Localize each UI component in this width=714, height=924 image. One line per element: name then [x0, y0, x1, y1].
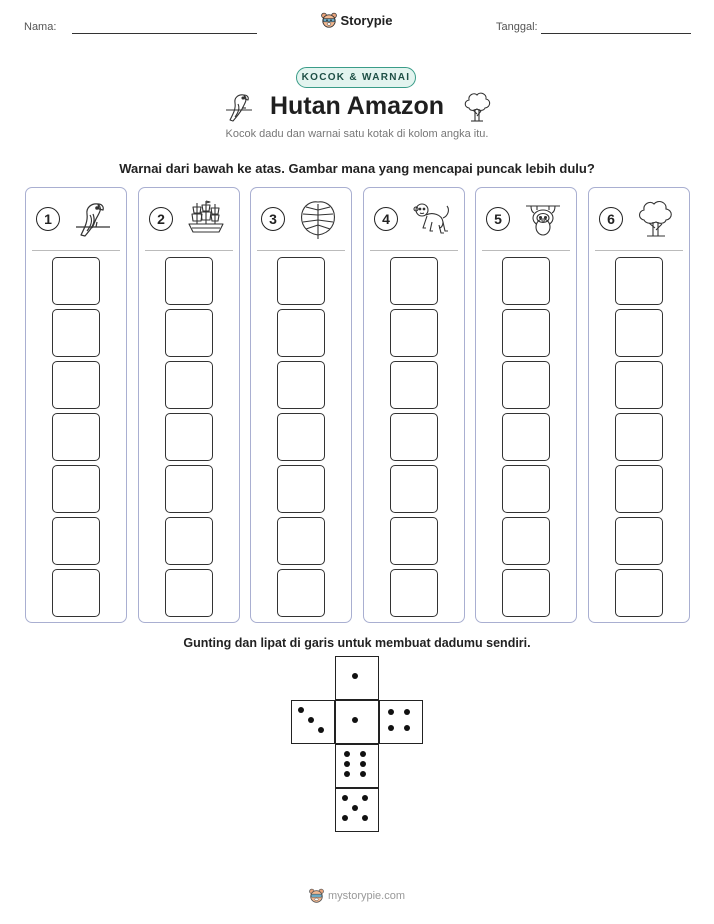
color-box[interactable]: [390, 465, 438, 513]
color-box[interactable]: [615, 413, 663, 461]
color-box[interactable]: [165, 257, 213, 305]
die-face-3: [291, 700, 335, 744]
color-box[interactable]: [502, 569, 550, 617]
color-box[interactable]: [615, 465, 663, 513]
color-box[interactable]: [165, 517, 213, 565]
color-box[interactable]: [615, 309, 663, 357]
color-box[interactable]: [390, 257, 438, 305]
die-face-1: [335, 656, 379, 700]
color-box[interactable]: [52, 361, 100, 409]
race-column-1: [25, 187, 127, 623]
tree-icon: [635, 198, 677, 240]
color-box[interactable]: [277, 309, 325, 357]
column-divider: [257, 250, 345, 251]
column-divider: [595, 250, 683, 251]
color-box[interactable]: [615, 517, 663, 565]
sloth-icon: [522, 198, 564, 240]
die-face-1: [335, 700, 379, 744]
color-box[interactable]: [52, 465, 100, 513]
color-box[interactable]: [502, 257, 550, 305]
column-number: 5: [486, 207, 510, 231]
color-box[interactable]: [277, 465, 325, 513]
race-column-4: [363, 187, 465, 623]
color-box[interactable]: [390, 413, 438, 461]
column-number: 6: [599, 207, 623, 231]
date-label: Tanggal:: [496, 21, 538, 33]
color-box[interactable]: [165, 361, 213, 409]
color-box[interactable]: [615, 361, 663, 409]
cut-instruction: Gunting dan lipat di garis untuk membuat dadumu sendiri.: [183, 636, 531, 650]
color-box[interactable]: [615, 569, 663, 617]
color-box[interactable]: [165, 465, 213, 513]
color-box[interactable]: [277, 413, 325, 461]
bear-mascot-icon: [309, 888, 324, 904]
activity-badge: KOCOK & WARNAI: [296, 67, 416, 88]
color-box[interactable]: [277, 517, 325, 565]
die-face-6: [335, 744, 379, 788]
coloring-instruction: Warnai dari bawah ke atas. Gambar mana yang mencapai puncak lebih dulu?: [119, 161, 595, 176]
tree-icon: [462, 90, 492, 124]
color-box[interactable]: [52, 309, 100, 357]
color-box[interactable]: [277, 257, 325, 305]
color-box[interactable]: [277, 361, 325, 409]
race-column-2: [138, 187, 240, 623]
monkey-icon: [410, 198, 452, 240]
color-box[interactable]: [615, 257, 663, 305]
column-divider: [145, 250, 233, 251]
color-box[interactable]: [390, 569, 438, 617]
die-face-4: [379, 700, 423, 744]
column-number: 1: [36, 207, 60, 231]
race-column-3: [250, 187, 352, 623]
color-box[interactable]: [502, 413, 550, 461]
color-box[interactable]: [165, 569, 213, 617]
column-number: 3: [261, 207, 285, 231]
color-box[interactable]: [502, 361, 550, 409]
footer-url[interactable]: mystorypie.com: [327, 890, 406, 902]
brand-name: Storypie: [340, 13, 393, 28]
color-box[interactable]: [502, 465, 550, 513]
color-box[interactable]: [277, 569, 325, 617]
color-box[interactable]: [52, 569, 100, 617]
color-box[interactable]: [165, 309, 213, 357]
column-divider: [32, 250, 120, 251]
color-box[interactable]: [52, 517, 100, 565]
footer: [0, 888, 714, 909]
page-title: Hutan Amazon: [269, 92, 445, 120]
name-label: Nama:: [24, 21, 57, 33]
parrot-icon: [72, 198, 114, 240]
color-box[interactable]: [165, 413, 213, 461]
color-box[interactable]: [502, 309, 550, 357]
monstera-leaf-icon: [297, 198, 339, 240]
color-box[interactable]: [390, 517, 438, 565]
column-divider: [370, 250, 458, 251]
color-box[interactable]: [390, 361, 438, 409]
race-column-6: [588, 187, 690, 623]
column-number: 4: [374, 207, 398, 231]
color-box[interactable]: [390, 309, 438, 357]
ship-icon: [185, 198, 227, 240]
race-column-5: [475, 187, 577, 623]
color-box[interactable]: [502, 517, 550, 565]
color-box[interactable]: [52, 257, 100, 305]
column-divider: [482, 250, 570, 251]
subtitle: Kocok dadu dan warnai satu kotak di kolom angka itu.: [225, 128, 489, 140]
color-box[interactable]: [52, 413, 100, 461]
date-line: [541, 33, 691, 34]
bear-mascot-icon: [321, 12, 337, 29]
die-face-5: [335, 788, 379, 832]
column-number: 2: [149, 207, 173, 231]
brand-logo: [0, 12, 714, 34]
